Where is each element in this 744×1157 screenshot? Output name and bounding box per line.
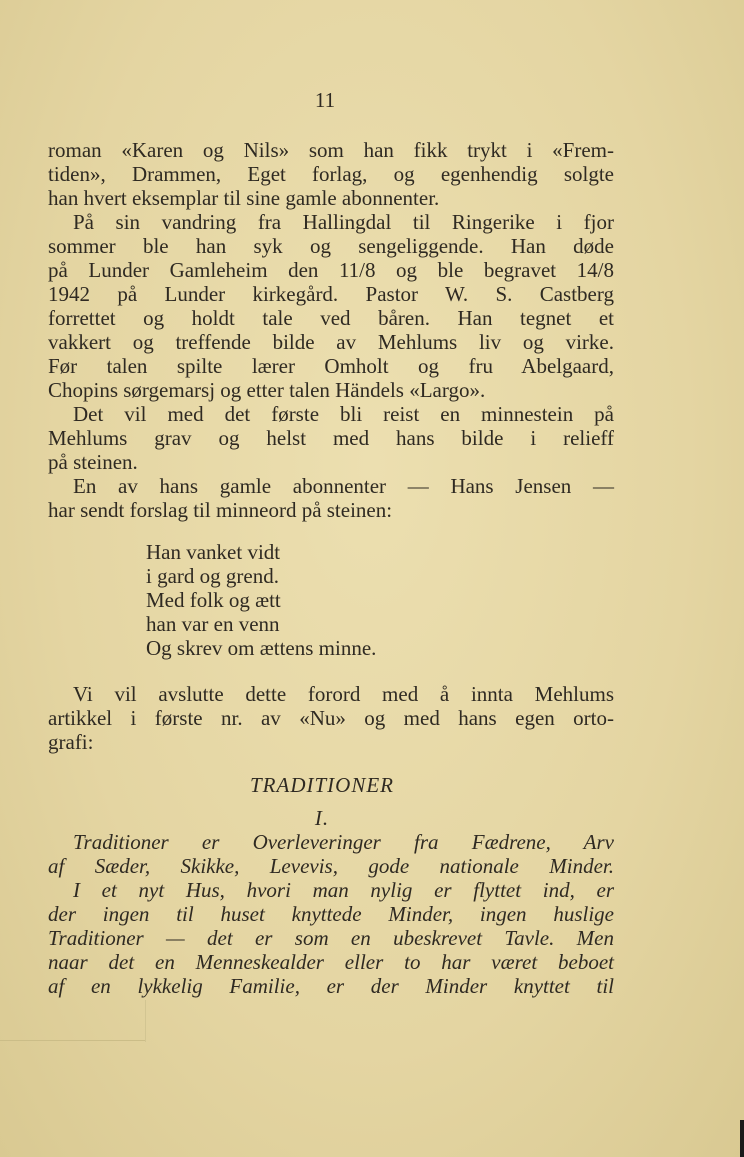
page-crease-vertical xyxy=(145,1000,146,1042)
verse-line: i gard og grend. xyxy=(146,564,279,588)
text-line: En av hans gamle abonnenter — Hans Jensen — xyxy=(73,474,614,498)
text-line: tiden», Drammen, Eget forlag, og egenhendig solgte xyxy=(48,162,614,186)
article-section: I. xyxy=(314,806,330,830)
text-line: I et nyt Hus, hvori man nylig er flyttet ind, er xyxy=(73,878,614,902)
text-line: Traditioner — det er som en ubeskrevet Tavle. Men xyxy=(48,926,614,950)
text-line: Traditioner er Overleveringer fra Fædrene, Arv xyxy=(73,830,614,854)
text-line: Før talen spilte lærer Omholt og fru Abelgaard, xyxy=(48,354,614,378)
page-crease xyxy=(0,1040,145,1041)
scan-edge xyxy=(740,1120,744,1157)
text-line: Mehlums grav og helst med hans bilde i relieff xyxy=(48,426,614,450)
verse-line: Og skrev om ættens minne. xyxy=(146,636,377,660)
text-line: han hvert eksemplar til sine gamle abonnenter. xyxy=(48,186,440,210)
page-number: 11 xyxy=(314,88,336,112)
text-line: naar det en Menneskealder eller to har været beboet xyxy=(48,950,614,974)
text-line: Vi vil avslutte dette forord med å innta Mehlums xyxy=(73,682,614,706)
text-line: sommer ble han syk og sengeliggende. Han døde xyxy=(48,234,614,258)
text-line: 1942 på Lunder kirkegård. Pastor W. S. Castberg xyxy=(48,282,614,306)
text-line: På sin vandring fra Hallingdal til Ringerike i fjor xyxy=(73,210,614,234)
text-line: har sendt forslag til minneord på steinen: xyxy=(48,498,393,522)
text-line: Det vil med det første bli reist en minnestein på xyxy=(73,402,614,426)
text-line: på steinen. xyxy=(48,450,138,474)
text-line: vakkert og treffende bilde av Mehlums liv og virke. xyxy=(48,330,614,354)
verse-line: han var en venn xyxy=(146,612,280,636)
text-line: roman «Karen og Nils» som han fikk trykt i «Frem- xyxy=(48,138,614,162)
article-title: TRADITIONER xyxy=(250,773,394,797)
text-line: der ingen til huset knyttede Minder, ingen huslige xyxy=(48,902,614,926)
text-line: artikkel i første nr. av «Nu» og med hans egen orto- xyxy=(48,706,614,730)
text-line: grafi: xyxy=(48,730,94,754)
text-line: forrettet og holdt tale ved båren. Han tegnet et xyxy=(48,306,614,330)
text-line: af Sæder, Skikke, Levevis, gode nationale Minder. xyxy=(48,854,614,878)
verse-line: Med folk og ætt xyxy=(146,588,281,612)
verse-line: Han vanket vidt xyxy=(146,540,281,564)
text-line: Chopins sørgemarsj og etter talen Händels «Largo». xyxy=(48,378,486,402)
text-line: på Lunder Gamleheim den 11/8 og ble begravet 14/8 xyxy=(48,258,614,282)
text-line: af en lykkelig Familie, er der Minder knyttet til xyxy=(48,974,614,998)
